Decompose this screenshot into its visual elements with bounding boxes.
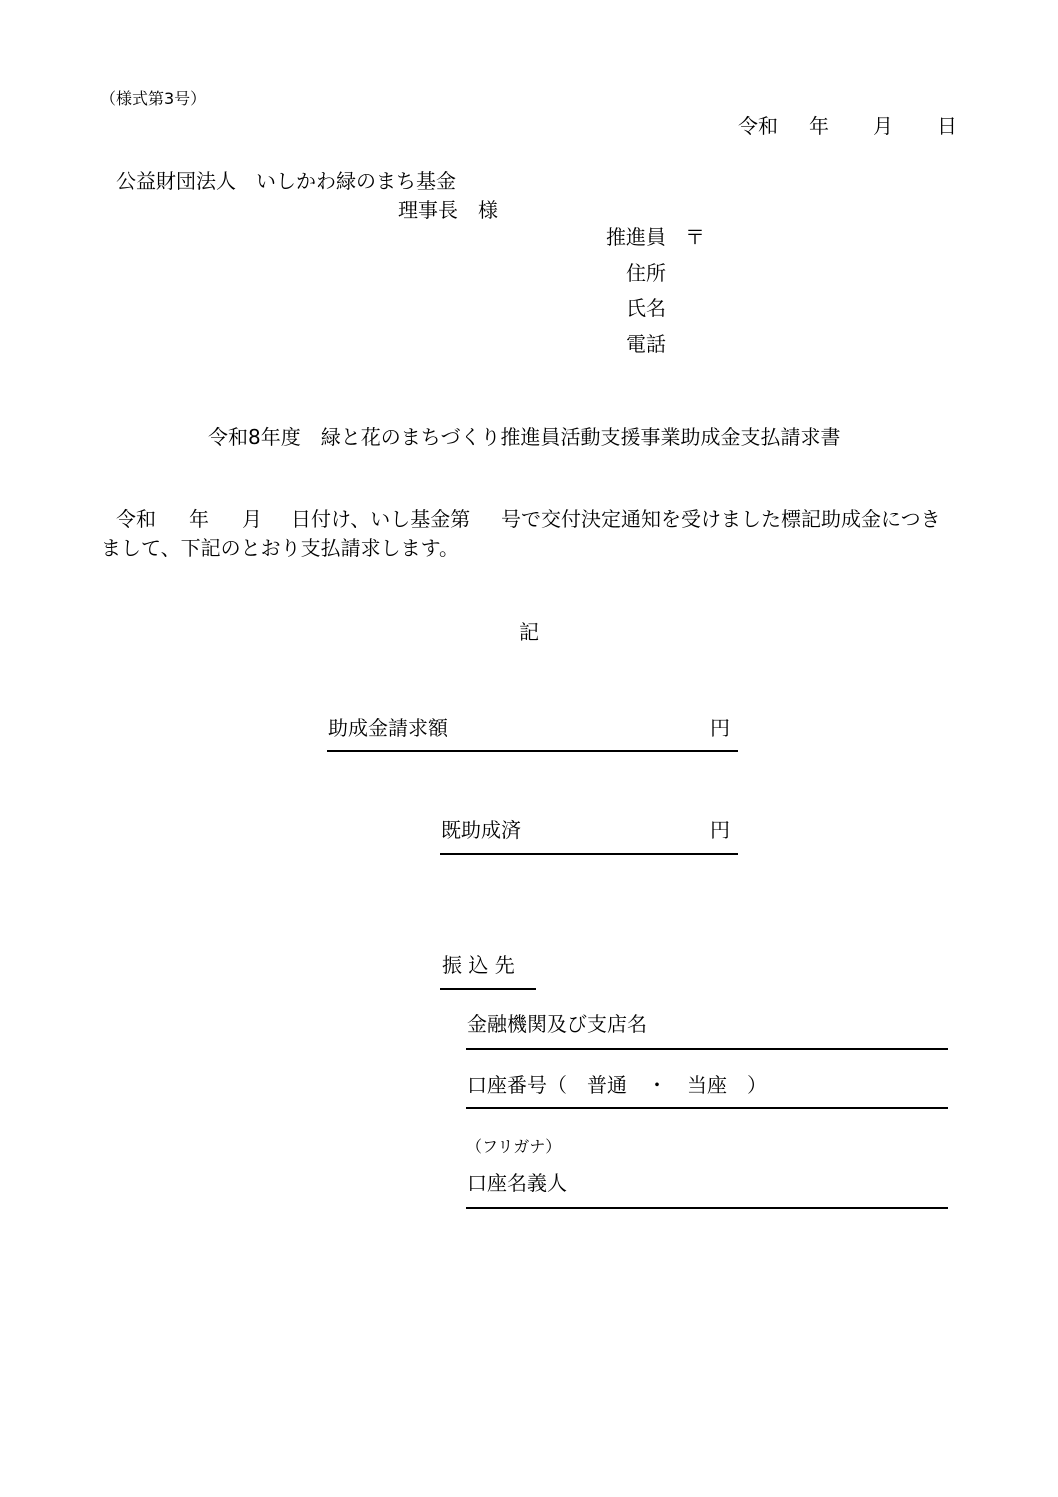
body-line-2: まして、下記のとおり支払請求します。 <box>101 536 459 560</box>
phone-label: 電話 <box>626 332 666 356</box>
date-era: 令和 <box>738 114 778 138</box>
account-number-label: 口座番号（ 普通 ・ 当座 ） <box>467 1073 767 1097</box>
address-label: 住所 <box>626 261 666 285</box>
date-month-label: 月 <box>873 114 893 138</box>
prior-amount-unit: 円 <box>710 818 730 842</box>
form-number: （様式第3号） <box>100 89 207 108</box>
applicant-role-label: 推進員 <box>606 225 666 249</box>
request-amount-underline <box>327 750 738 752</box>
request-amount-label: 助成金請求額 <box>328 716 448 740</box>
account-holder-underline <box>466 1207 948 1209</box>
body-year-label: 年 <box>189 507 209 531</box>
request-amount-unit: 円 <box>710 716 730 740</box>
document-title: 令和8年度 緑と花のまちづくり推進員活動支援事業助成金支払請求書 <box>208 425 841 449</box>
furigana-label: （フリガナ） <box>466 1137 562 1156</box>
body-month-label: 月 <box>242 507 262 531</box>
postal-mark: 〒 <box>685 225 705 249</box>
ki-label: 記 <box>519 620 539 644</box>
transfer-heading-underline <box>440 988 536 990</box>
addressee-title: 理事長 様 <box>398 198 498 222</box>
name-label: 氏名 <box>626 296 666 320</box>
date-day-label: 日 <box>937 114 957 138</box>
body-era: 令和 <box>116 507 156 531</box>
prior-amount-underline <box>440 853 738 855</box>
addressee-organization: 公益財団法人 いしかわ緑のまち基金 <box>116 169 456 193</box>
bank-branch-underline <box>466 1048 948 1050</box>
bank-branch-label: 金融機関及び支店名 <box>467 1012 647 1036</box>
body-text-b: 号で交付決定通知を受けました標記助成金につき <box>501 507 941 531</box>
account-number-underline <box>466 1107 948 1109</box>
prior-amount-label: 既助成済 <box>441 818 521 842</box>
date-year-label: 年 <box>809 114 829 138</box>
transfer-heading: 振 込 先 <box>442 953 515 977</box>
account-holder-label: 口座名義人 <box>467 1171 567 1195</box>
body-text-a: 日付け、いし基金第 <box>291 507 471 531</box>
